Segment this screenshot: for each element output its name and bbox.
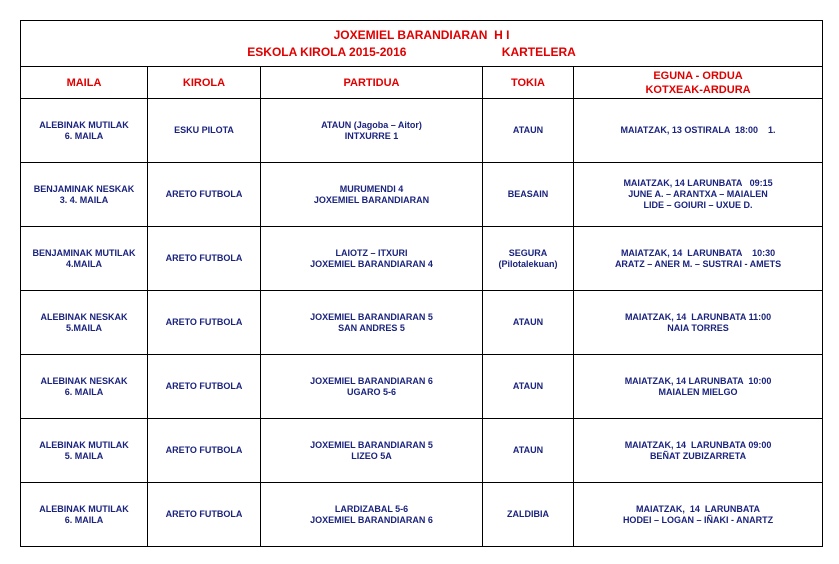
title-line-1: JOXEMIEL BARANDIARAN H I: [333, 27, 510, 42]
cell-eguna-line: HODEI – LOGAN – IÑAKI - ANARTZ: [622, 514, 774, 525]
header-partidua: PARTIDUA: [261, 67, 483, 99]
cell-eguna: [574, 227, 823, 291]
cell-partidua-line: SAN ANDRES 5: [338, 322, 405, 333]
cell-tokia-line: BEASAIN: [507, 189, 549, 199]
cell-maila: [21, 227, 148, 291]
cell-partidua-line: MURUMENDI 4: [339, 183, 404, 194]
cell-eguna: [574, 483, 823, 547]
cell-partidua-line: JOXEMIEL BARANDIARAN 6: [310, 514, 433, 525]
cell-tokia: [483, 355, 574, 419]
cell-kirola: ARETO FUTBOLA: [148, 355, 261, 419]
cell-eguna-line: MAIATZAK, 14 LARUNBATA 09:00: [624, 439, 772, 450]
cell-maila-line: ALEBINAK MUTILAK: [39, 503, 129, 514]
cell-eguna-line: MAIATZAK, 14 LARUNBATA 10:30: [620, 247, 776, 258]
table-row: [21, 227, 823, 291]
cell-eguna: [574, 99, 823, 163]
document-title: [21, 21, 823, 67]
cell-tokia: [483, 291, 574, 355]
title-row: [21, 21, 823, 67]
cell-maila-line: ALEBINAK NESKAK: [40, 311, 128, 322]
cell-maila-line: 6. MAILA: [64, 386, 104, 397]
cell-eguna: [574, 419, 823, 483]
title-line-2: [21, 44, 822, 61]
cell-eguna-line: NAIA TORRES: [667, 322, 729, 333]
cell-maila-line: BENJAMINAK MUTILAK: [32, 247, 136, 258]
cell-partidua: [261, 99, 483, 163]
title-subtitle: ESKOLA KIROLA 2015-2016: [247, 44, 407, 59]
cell-tokia-line: SEGURA: [508, 247, 548, 258]
cell-tokia: [483, 163, 574, 227]
cell-eguna-line: BEÑAT ZUBIZARRETA: [649, 450, 747, 461]
cell-eguna: [574, 163, 823, 227]
cell-tokia: [483, 99, 574, 163]
cell-maila-line: ALEBINAK MUTILAK: [39, 119, 129, 130]
table-body: [21, 99, 823, 547]
cell-partidua: [261, 291, 483, 355]
cell-maila-line: 5. MAILA: [64, 450, 104, 461]
cell-eguna: [574, 355, 823, 419]
table-row: [21, 163, 823, 227]
cell-maila-line: ALEBINAK NESKAK: [40, 375, 128, 386]
cell-partidua-line: LAIOTZ – ITXURI: [335, 247, 408, 258]
cell-kirola: ARETO FUTBOLA: [148, 483, 261, 547]
cell-maila: [21, 483, 148, 547]
table-row: [21, 355, 823, 419]
cell-tokia-line: (Pilotalekuan): [498, 258, 558, 269]
cell-maila: [21, 355, 148, 419]
cell-tokia: [483, 483, 574, 547]
header-tokia: TOKIA: [483, 67, 574, 99]
cell-maila-line: BENJAMINAK NESKAK: [33, 183, 135, 194]
cell-partidua-line: JOXEMIEL BARANDIARAN 5: [310, 311, 433, 322]
cell-kirola: ESKU PILOTA: [148, 99, 261, 163]
cell-maila: [21, 291, 148, 355]
cell-maila: [21, 99, 148, 163]
cell-partidua-line: JOXEMIEL BARANDIARAN 5: [310, 439, 433, 450]
cell-kirola: ARETO FUTBOLA: [148, 227, 261, 291]
cell-eguna-line: LIDE – GOIURI – UXUE D.: [643, 200, 753, 210]
table-row: [21, 291, 823, 355]
cell-eguna-line: MAIATZAK, 14 LARUNBATA 11:00: [624, 311, 772, 322]
cell-tokia-line: ATAUN: [512, 445, 544, 455]
cell-maila: [21, 419, 148, 483]
cell-partidua-line: LARDIZABAL 5-6: [334, 503, 409, 514]
cell-eguna: [574, 291, 823, 355]
cell-eguna-line: MAIATZAK, 14 LARUNBATA 10:00: [624, 375, 772, 386]
cell-partidua: [261, 163, 483, 227]
header-eguna: [574, 67, 823, 99]
title-kartelera: KARTELERA: [501, 44, 576, 59]
cell-kirola: ARETO FUTBOLA: [148, 419, 261, 483]
cell-partidua-line: JOXEMIEL BARANDIARAN: [313, 194, 430, 205]
cell-partidua: [261, 419, 483, 483]
table-row: [21, 419, 823, 483]
schedule-sheet: [20, 20, 822, 547]
cell-eguna-line: MAIATZAK, 14 LARUNBATA: [636, 503, 761, 514]
cell-partidua: [261, 227, 483, 291]
cell-eguna-line: ARATZ – ANER M. – SUSTRAI - AMETS: [614, 258, 782, 269]
table-row: [21, 483, 823, 547]
cell-partidua-line: JOXEMIEL BARANDIARAN 6: [310, 375, 433, 386]
cell-partidua: [261, 355, 483, 419]
cell-kirola: ARETO FUTBOLA: [148, 291, 261, 355]
table-row: [21, 99, 823, 163]
cell-partidua-line: UGARO 5-6: [346, 386, 396, 397]
cell-tokia-line: ATAUN: [512, 125, 544, 135]
cell-eguna-line: MAIALEN MIELGO: [658, 386, 738, 397]
cell-tokia-line: ATAUN: [512, 317, 544, 327]
cell-maila-line: 6. MAILA: [64, 514, 104, 525]
header-maila: MAILA: [21, 67, 148, 99]
cell-kirola: ARETO FUTBOLA: [148, 163, 261, 227]
cell-maila-line: 3. 4. MAILA: [59, 194, 109, 205]
cell-partidua-line: LIZEO 5A: [351, 450, 392, 461]
cell-tokia: [483, 419, 574, 483]
header-kirola: KIROLA: [148, 67, 261, 99]
schedule-table: [20, 20, 823, 547]
cell-maila-line: 5.MAILA: [66, 322, 102, 333]
cell-tokia-line: ATAUN: [512, 381, 544, 391]
cell-partidua-line: ATAUN (Jagoba – Aitor): [321, 119, 422, 130]
cell-maila-line: 6. MAILA: [64, 130, 104, 141]
header-row: [21, 67, 823, 99]
cell-maila-line: ALEBINAK MUTILAK: [39, 439, 129, 450]
cell-eguna-line: MAIATZAK, 13 OSTIRALA 18:00 1.: [620, 125, 776, 135]
cell-partidua-line: INTXURRE 1: [344, 130, 399, 141]
cell-tokia-line: ZALDIBIA: [507, 509, 549, 519]
cell-maila-line: 4.MAILA: [66, 258, 102, 269]
cell-partidua: [261, 483, 483, 547]
cell-tokia: [483, 227, 574, 291]
cell-maila: [21, 163, 148, 227]
cell-partidua-line: JOXEMIEL BARANDIARAN 4: [310, 258, 433, 269]
cell-eguna-line: MAIATZAK, 14 LARUNBATA 09:15: [623, 178, 773, 188]
header-eguna-line2: KOTXEAK-ARDURA: [645, 83, 751, 96]
cell-eguna-line: JUNE A. – ARANTXA – MAIALEN: [628, 189, 768, 199]
header-eguna-line1: EGUNA - ORDUA: [653, 69, 743, 82]
